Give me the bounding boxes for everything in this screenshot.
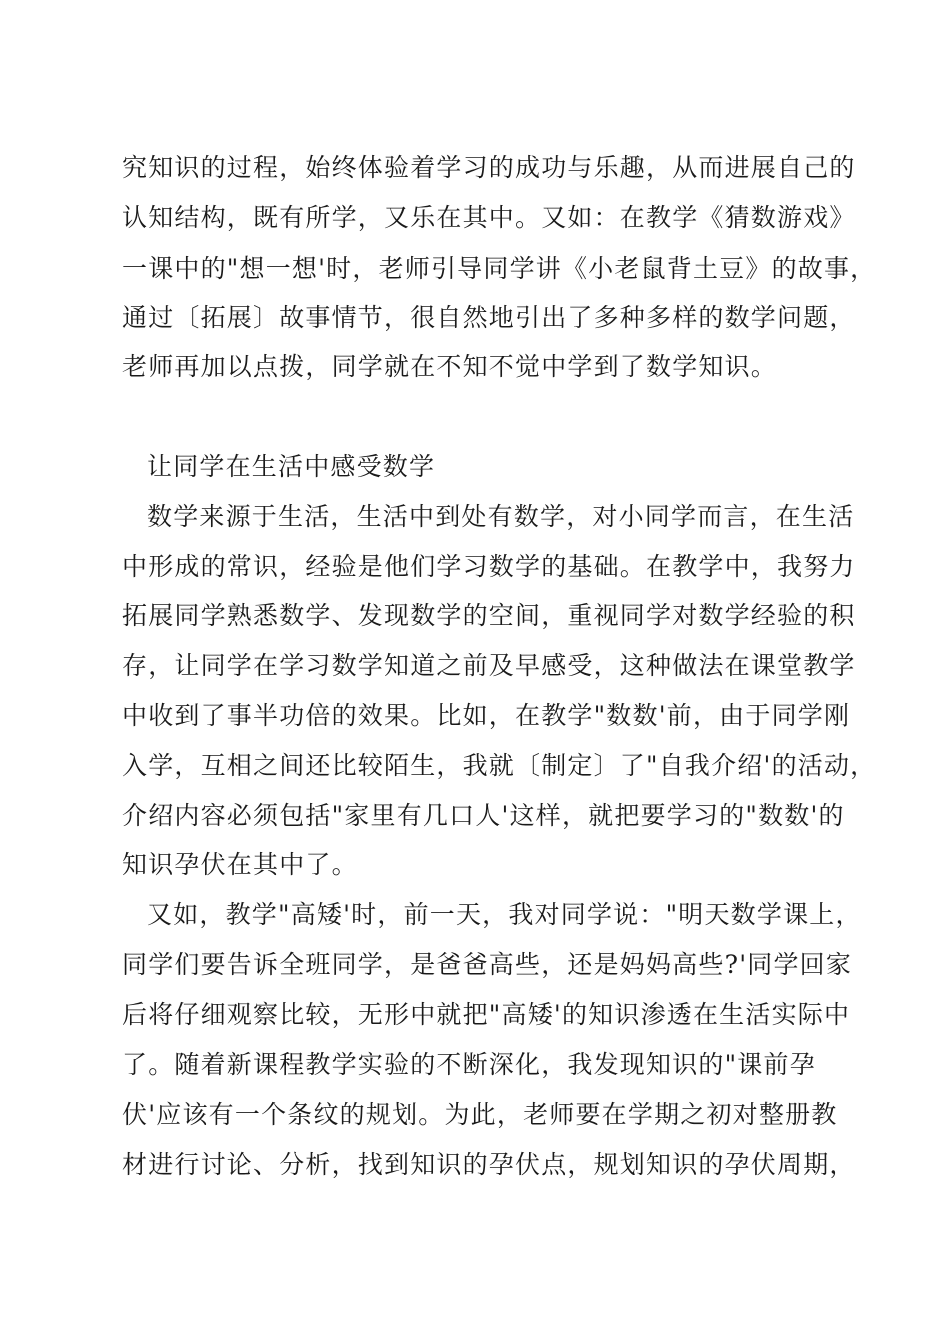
paragraph-line: 入学，互相之间还比较陌生，我就〔制定〕了"自我介绍'的活动， xyxy=(122,751,877,780)
paragraph-line: 后将仔细观察比较，无形中就把"高矮'的知识渗透在生活实际中 xyxy=(122,1000,851,1029)
paragraph-line: 又如，教学"高矮'时，前一天，我对同学说："明天数学课上， xyxy=(147,900,862,929)
paragraph-line: 同学们要告诉全班同学，是爸爸高些，还是妈妈高些?'同学回家 xyxy=(122,950,853,979)
paragraph-line: 存，让同学在学习数学知道之前及早感受，这种做法在课堂教学 xyxy=(122,651,856,680)
section-heading: 让同学在生活中感受数学 xyxy=(147,452,436,481)
paragraph-line: 究知识的过程，始终体验着学习的成功与乐趣，从而进展自己的 xyxy=(122,153,856,182)
paragraph-line: 中形成的常识，经验是他们学习数学的基础。在教学中，我努力 xyxy=(122,552,856,581)
paragraph-line: 伏'应该有一个条纹的规划。为此，老师要在学期之初对整册教 xyxy=(122,1100,838,1129)
paragraph-line: 材进行讨论、分析，找到知识的孕伏点，规划知识的孕伏周期， xyxy=(122,1150,856,1179)
paragraph-line: 拓展同学熟悉数学、发现数学的空间，重视同学对数学经验的积 xyxy=(122,601,856,630)
paragraph-line: 一课中的"想一想'时，老师引导同学讲《小老鼠背土豆》的故事， xyxy=(122,254,877,283)
paragraph-line: 数学来源于生活，生活中到处有数学，对小同学而言，在生活 xyxy=(147,502,855,531)
paragraph-line: 中收到了事半功倍的效果。比如，在教学"数数'前，由于同学刚 xyxy=(122,701,851,730)
paragraph-line: 认知结构，既有所学，又乐在其中。又如：在教学《猜数游戏》 xyxy=(122,203,856,232)
paragraph-line: 老师再加以点拨，同学就在不知不觉中学到了数学知识。 xyxy=(122,352,778,381)
paragraph-line: 通过〔拓展〕故事情节，很自然地引出了多种多样的数学问题， xyxy=(122,303,856,332)
paragraph-line: 了。随着新课程教学实验的不断深化，我发现知识的"课前孕 xyxy=(122,1050,816,1079)
paragraph-line: 知识孕伏在其中了。 xyxy=(122,850,358,879)
paragraph-line: 介绍内容必须包括"家里有几口人'这样，就把要学习的"数数'的 xyxy=(122,801,845,830)
